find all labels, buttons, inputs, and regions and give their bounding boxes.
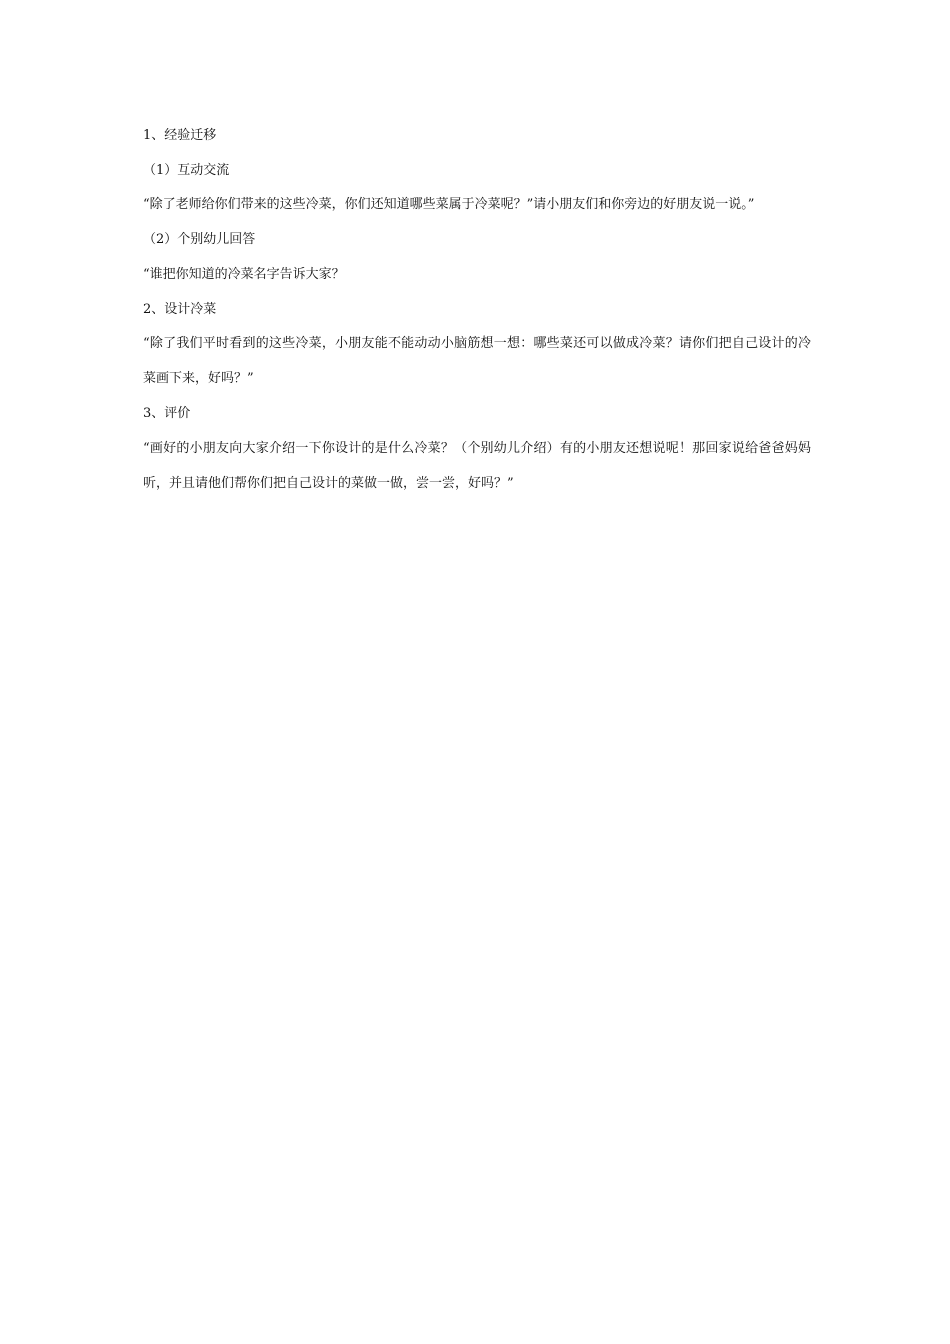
paragraph-tell-everyone: “谁把你知道的冷菜名字告诉大家？ xyxy=(143,267,345,283)
section-heading-3: 3、评价 xyxy=(143,406,191,422)
section-heading-1: 1、经验迁移 xyxy=(143,128,217,143)
section-heading-2: 2、设计冷菜 xyxy=(143,301,217,317)
paragraph-cold-dishes-question: “除了老师给你们带来的这些冷菜，你们还知道哪些菜属于冷菜呢？”请小朋友们和你旁边的好朋友说一说。” xyxy=(143,197,755,213)
paragraph-evaluation: “画好的小朋友向大家介绍一下你设计的是什么冷菜？（个别幼儿介绍）有的小朋友还想说呢！那回家说给爸爸妈妈听，并且请他们帮你们把自己设计的菜做一做，尝一尝，好吗？” xyxy=(143,440,811,491)
paragraph-design-cold-dishes: “除了我们平时看到的这些冷菜，小朋友能不能动动小脑筋想一想：哪些菜还可以做成冷菜？请你们把自己设计的冷菜画下来，好吗？” xyxy=(143,336,811,387)
document-body xyxy=(143,124,811,507)
subheading-interactive-exchange: （1）互动交流 xyxy=(143,162,230,178)
subheading-individual-answers: （2）个别幼儿回答 xyxy=(143,232,256,248)
